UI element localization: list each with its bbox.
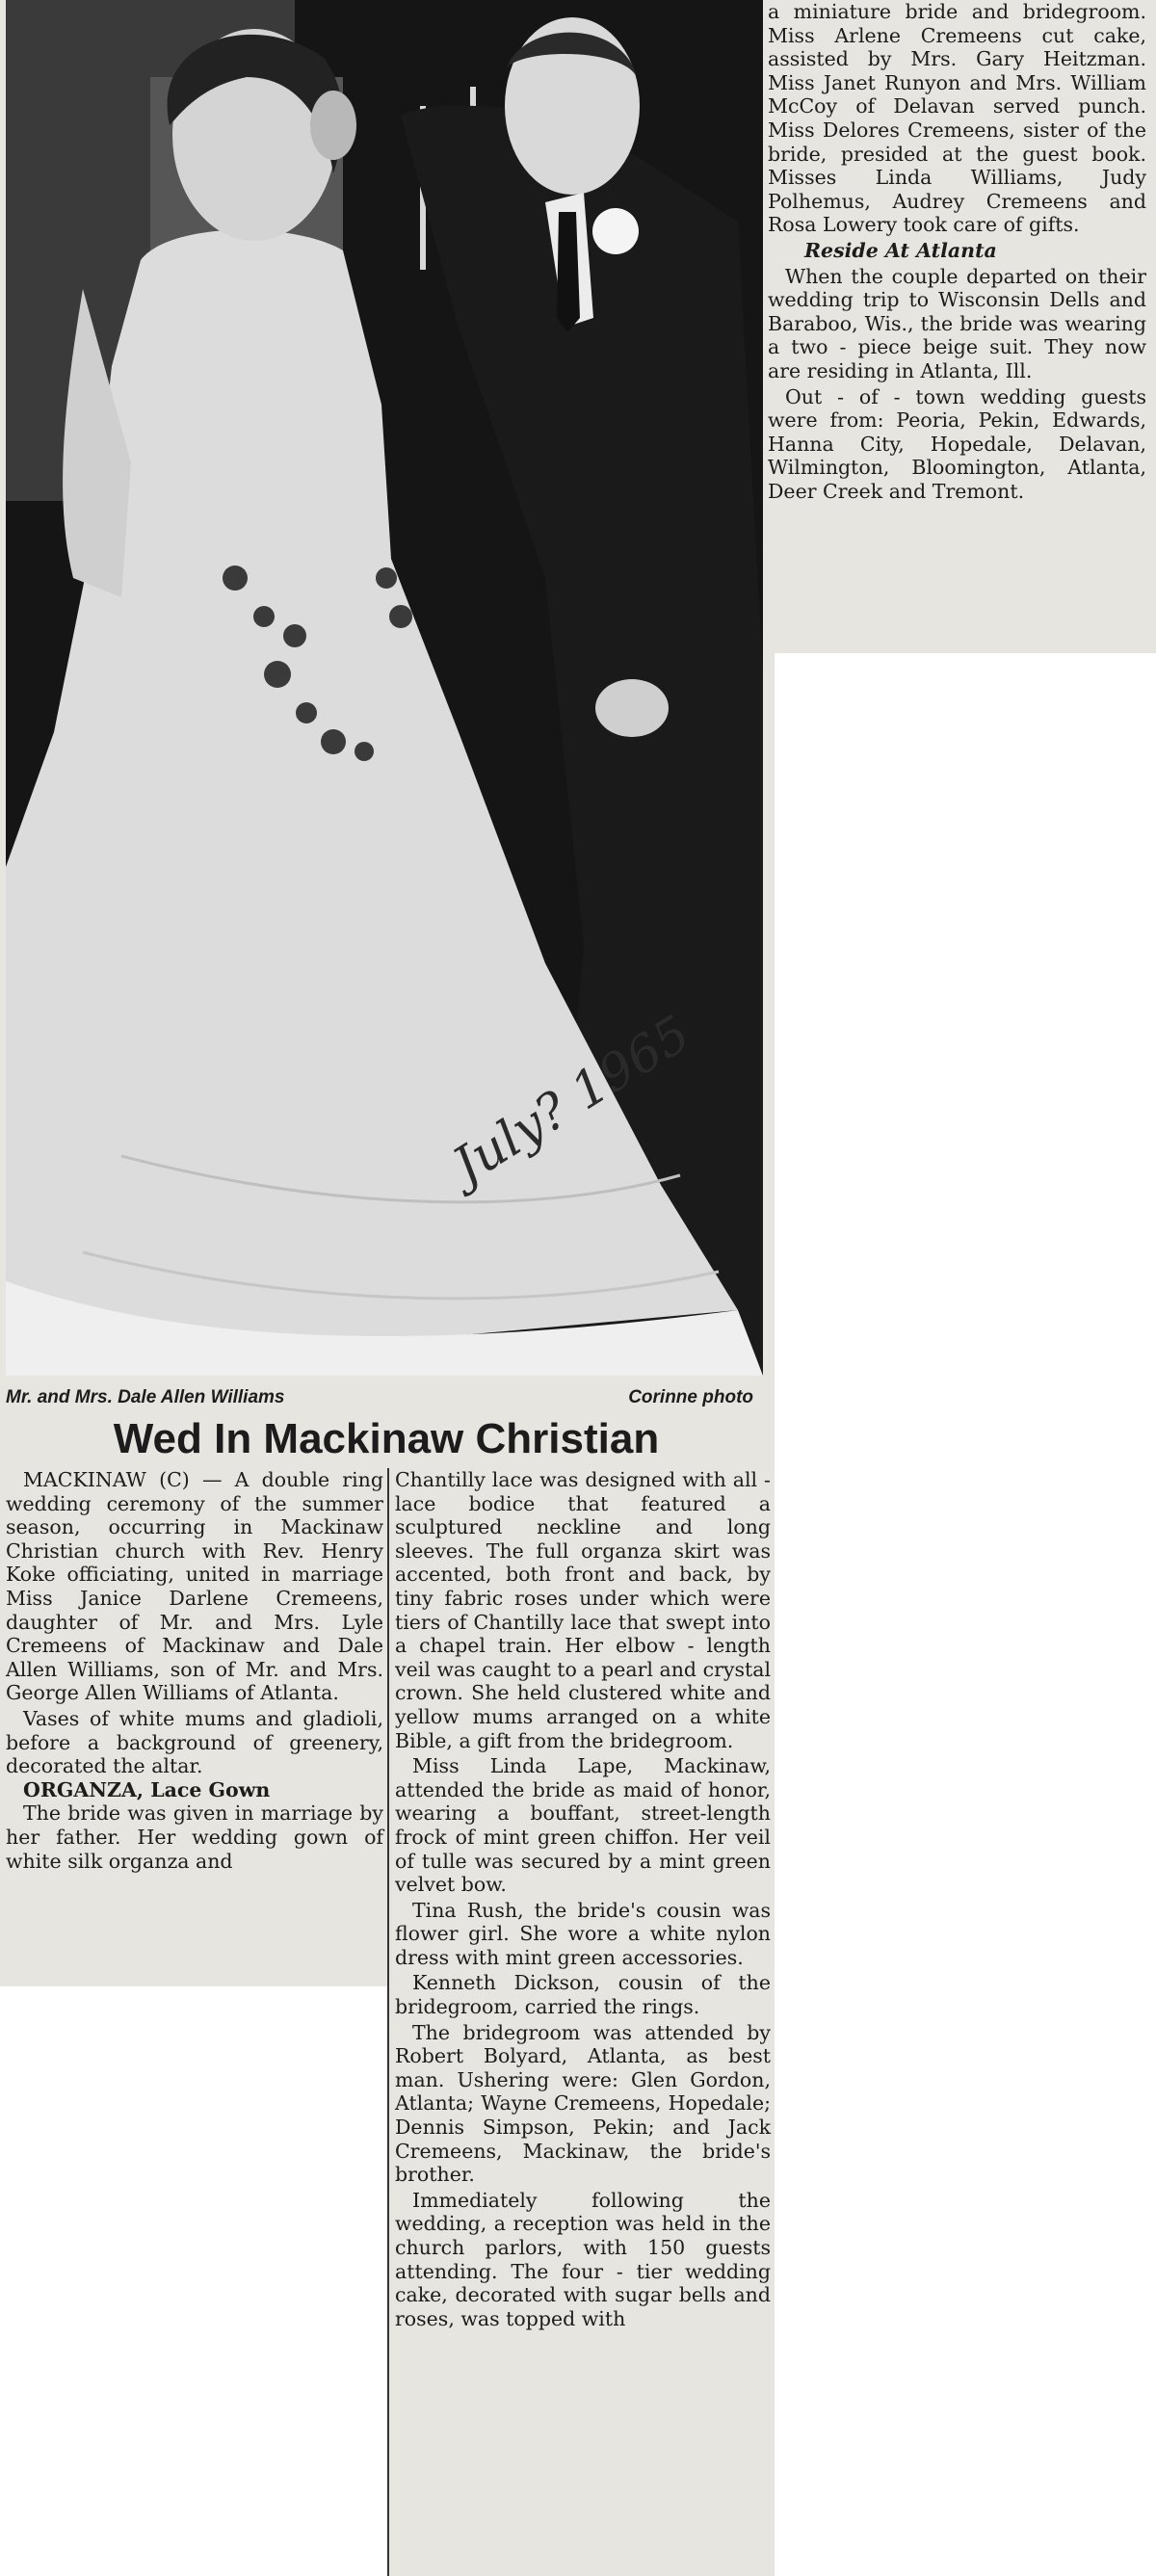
paragraph: The bride was given in marriage by her father. Her wedding gown of white silk organza and: [6, 1801, 383, 1873]
paragraph: Miss Linda Lape, Mackinaw, attended the bride as maid of honor, wearing a bouffant, street-length frock of mint green chiffon. Her veil of tulle was secured by a mint green velvet bow.: [395, 1754, 771, 1897]
paragraph: When the couple departed on their wedding trip to Wisconsin Dells and Baraboo, Wis., the bride was wearing a two - piece beige suit. They now are residing in Atlanta, Ill.: [768, 264, 1146, 382]
paragraph: Kenneth Dickson, cousin of the bridegroom, carried the rings.: [395, 1971, 771, 2019]
photo-credit: Corinne photo: [628, 1387, 753, 1407]
wedding-photo: [6, 0, 763, 1376]
column-right: [395, 1468, 771, 2330]
paragraph: Chantilly lace was designed with all - lace bodice that featured a sculptured neckline and long sleeves. The full organza skirt was accented, both front and back, by tiny fabric roses under which were tiers of Chantilly lace that swept into a chapel train. Her elbow - length veil was caught to a pearl and crystal crown. She held clustered white and yellow mums arranged on a white Bible, a gift from the bridegroom.: [395, 1468, 771, 1752]
paragraph: Immediately following the wedding, a reception was held in the church parlors, with 150 guests attending. The four - tier wedding cake, decorated with sugar bells and roses, was topped with: [395, 2188, 771, 2330]
caption-names: Mr. and Mrs. Dale Allen Williams: [6, 1387, 285, 1407]
headline: Wed In Mackinaw Christian: [113, 1415, 660, 1462]
column-rule: [387, 1468, 389, 2576]
paragraph: The bridegroom was attended by Robert Bolyard, Atlanta, as best man. Ushering were: Glen Gordon, Atlanta; Wayne Cremeens, Hopedale; Dennis Simpson, Pekin; and Jack Cremeens, Mackinaw, the bride's brother.: [395, 2020, 771, 2187]
photo-caption: [6, 1387, 763, 1412]
column-left: [6, 1468, 383, 1873]
paragraph: Tina Rush, the bride's cousin was flower girl. She wore a white nylon dress with mint green accessories.: [395, 1898, 771, 1969]
paragraph: Vases of white mums and gladioli, before a background of greenery, decorated the altar.: [6, 1706, 383, 1778]
subhead-gown: ORGANZA, Lace Gown: [23, 1777, 271, 1801]
column-continuation: [768, 0, 1146, 503]
handwritten-date: July? 1965: [443, 1005, 700, 1196]
paragraph: a miniature bride and bridegroom. Miss Arlene Cremeens cut cake, assisted by Mrs. Gary Heitzman. Miss Janet Runyon and Mrs. William McCoy of Delavan served punch. Miss Delores Cremeens, sister of the bride, presided at the guest book. Misses Linda Williams, Judy Polhemus, Audrey Cremeens and Rosa Lowery took care of gifts.: [768, 0, 1146, 237]
paragraph: MACKINAW (C) — A double ring wedding ceremony of the summer season, occurring in Mackinaw Christian church with Rev. Henry Koke officiating, united in marriage Miss Janice Darlene Cremeens, daughter of Mr. and Mrs. Lyle Cremeens of Mackinaw and Dale Allen Williams, son of Mr. and Mrs. George Allen Williams of Atlanta.: [6, 1468, 383, 1705]
paragraph: Out - of - town wedding guests were from: Peoria, Pekin, Edwards, Hanna City, Hopedale, Delavan, Wilmington, Bloomington, Atlanta, Deer Creek and Tremont.: [768, 384, 1146, 503]
subhead-reside: Reside At Atlanta: [804, 238, 997, 262]
